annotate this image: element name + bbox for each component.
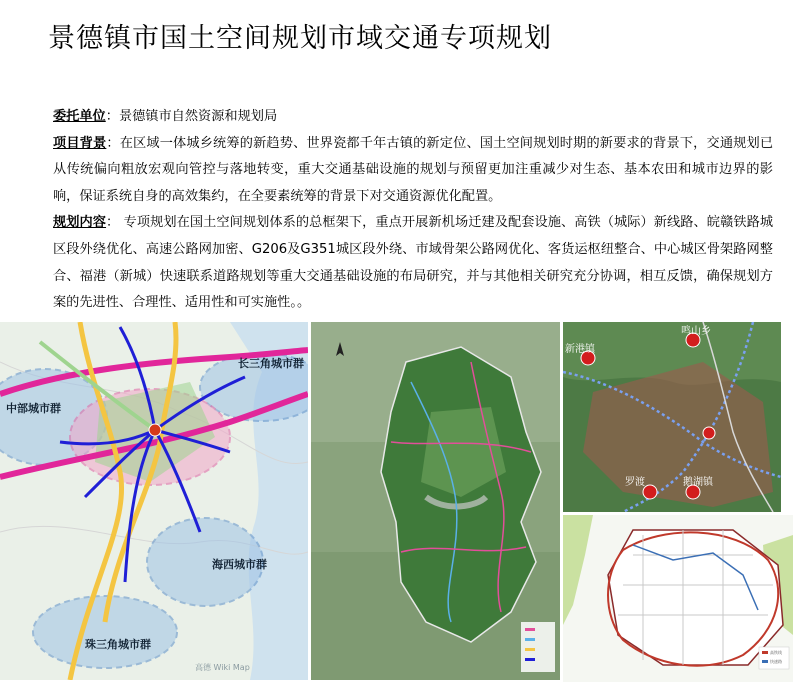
town-label-mingshan: 鸣山乡: [681, 326, 711, 337]
background-paragraph: [53, 131, 773, 211]
city-road-plan-map: [563, 515, 793, 682]
cluster-label-west-strait: 海西城市群: [212, 558, 267, 571]
content-label: 规划内容: [53, 215, 107, 231]
county-satellite-map: [311, 322, 560, 680]
background-text: 在区域一体城乡统筹的新趋势、世界瓷都千年古镇的新定位、国土空间规划时期的新要求的背景下，交通规划已从传统偏向粗放宏观向管控与落地转变，重大交通基础设施的规划与预留更加注重减少对生态、基本农田和城市边界的影响，保证系统自身的高效集约，在全要素统筹的背景下对交通资源优化配置。: [53, 135, 774, 204]
legend-item-expressway: 快速路: [770, 659, 782, 664]
content-text: 专项规划在国土空间规划体系的总框架下，重点开展新机场迁建及配套设施、高铁（城际）新线路、皖赣铁路城区段外绕优化、高速公路网加密、G206及G351城区段外绕、市域骨架公路网优化、客货运枢纽整合、中心城区骨架路网整合、福港（新城）快速联系道路规划等重大交通基础设施的布局研究，并与其他相关研究充分协调，相互反馈，确保规划方案的先进性、合理性、适用性和可实施性。。: [53, 215, 774, 311]
client-colon: ：: [105, 109, 119, 124]
legend-item-rail: 高铁线: [770, 650, 782, 655]
town-label-xingang: 新港镇: [565, 344, 595, 355]
description-block: [53, 104, 773, 317]
town-detail-map: [563, 322, 781, 512]
content-colon: ：: [106, 215, 120, 231]
town-label-luodu: 罗渡: [625, 477, 645, 488]
cluster-label-pearl: 珠三角城市群: [85, 638, 151, 651]
client-paragraph: [53, 104, 773, 131]
background-label: 项目背景: [53, 135, 107, 151]
client-label: 委托单位: [53, 109, 106, 124]
cluster-label-yangtze: 长三角城市群: [238, 357, 304, 370]
page-title: 景德镇市国土空间规划市域交通专项规划: [48, 23, 552, 54]
cluster-label-central: 中部城市群: [6, 402, 61, 415]
town-label-ehu: 鹅湖镇: [683, 477, 713, 488]
client-text: 景德镇市自然资源和规划局: [118, 109, 278, 124]
map-watermark: 高德 Wiki Map: [195, 663, 250, 672]
content-paragraph: [53, 210, 773, 316]
regional-map: [0, 322, 308, 680]
background-colon: ：: [106, 135, 120, 151]
